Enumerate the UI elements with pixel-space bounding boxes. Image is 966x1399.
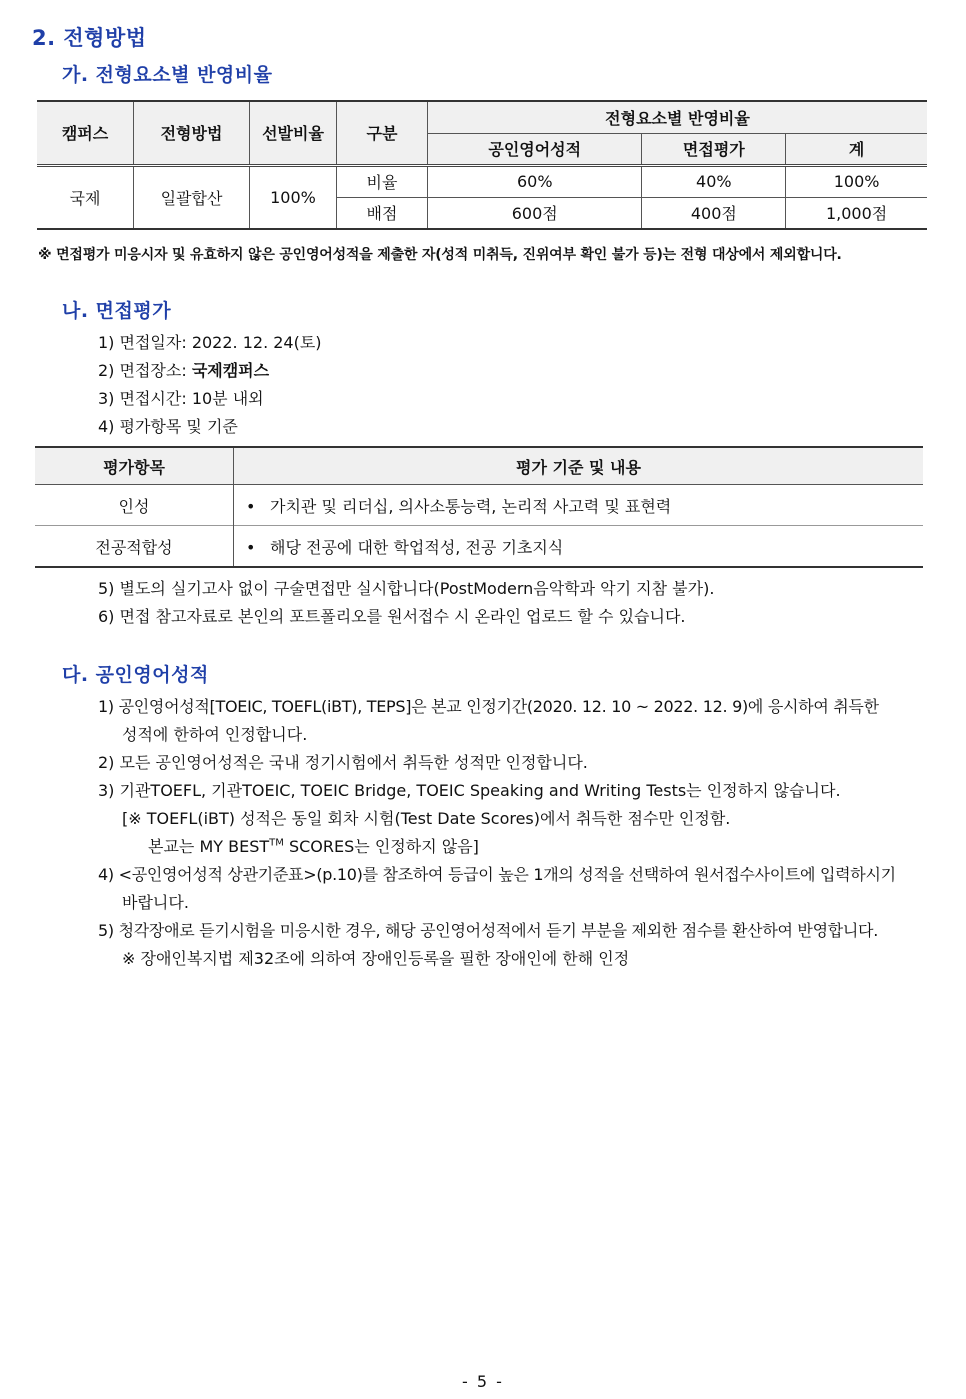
mybest-post: SCORES는 인정하지 않음] xyxy=(283,837,479,856)
eval-desc-text: 가치관 및 리더십, 의사소통능력, 논리적 사고력 및 표현력 xyxy=(270,496,672,516)
english-line-5: 5) 청각장애로 듣기시험을 미응시한 경우, 해당 공인영어성적에서 듣기 부분을 제외한 점수를 환산하여 반영합니다. xyxy=(98,921,879,940)
bullet-icon: • xyxy=(246,537,256,557)
subsection-c-title: 다. 공인영어성적 xyxy=(62,664,209,686)
interview-place-value: 국제캠퍼스 xyxy=(191,361,270,380)
interview-time-value: 10분 내외 xyxy=(191,389,264,408)
evaluation-criteria-label: 4) 평가항목 및 기준 xyxy=(98,417,238,436)
english-line-3-note: [※ TOEFL(iBT) 성적은 동일 회차 시험(Test Date Scores)에서 취득한 점수만 인정함. xyxy=(122,809,731,828)
interview-place-label: 2) 면접장소: xyxy=(98,361,192,380)
section-title: 2. 전형방법 xyxy=(32,26,147,50)
interview-note-6: 6) 면접 참고자료로 본인의 포트폴리오를 원서접수 시 온라인 업로드 할 수 있습니다. xyxy=(98,607,686,626)
header-group: 전형요소별 반영비율 xyxy=(428,101,928,133)
eval-item: 전공적합성 xyxy=(35,526,234,568)
header-eval-desc: 평가 기준 및 내용 xyxy=(234,447,924,485)
interview-place xyxy=(98,358,269,381)
interview-date-value: 2022. 12. 24(토) xyxy=(191,333,322,352)
header-total: 계 xyxy=(786,133,927,165)
cell-row-label: 비율 xyxy=(337,165,428,197)
evaluation-criteria-heading xyxy=(98,414,238,437)
interview-time xyxy=(98,386,264,409)
cell-total: 100% xyxy=(786,165,927,197)
eval-desc xyxy=(234,526,924,568)
cell-ratio: 100% xyxy=(250,165,337,229)
evaluation-table xyxy=(35,446,923,568)
header-eval-item: 평가항목 xyxy=(35,447,234,485)
bullet-icon: • xyxy=(246,496,256,516)
interview-note-5: 5) 별도의 실기고사 없이 구술면접만 실시합니다(PostModern음악학과 악기 지참 불가). xyxy=(98,579,715,598)
english-line-1b: 성적에 한하여 인정합니다. xyxy=(122,725,308,744)
header-interview: 면접평가 xyxy=(642,133,786,165)
header-method: 전형방법 xyxy=(134,101,250,165)
header-english: 공인영어성적 xyxy=(428,133,642,165)
header-ratio: 선발비율 xyxy=(250,101,337,165)
subsection-b-title: 나. 면접평가 xyxy=(62,300,172,322)
english-line-3: 3) 기관TOEFL, 기관TOEIC, TOEIC Bridge, TOEIC Speaking and Writing Tests는 인정하지 않습니다. xyxy=(98,781,841,800)
cell-english: 60% xyxy=(428,165,642,197)
cell-method: 일괄합산 xyxy=(134,165,250,229)
cell-campus: 국제 xyxy=(37,165,134,229)
subsection-a-title: 가. 전형요소별 반영비율 xyxy=(62,64,273,86)
cell-interview: 400점 xyxy=(642,197,786,229)
english-line-4: 4) <공인영어성적 상관기준표>(p.10)를 참조하여 등급이 높은 1개의 성적을 선택하여 원서접수사이트에 입력하시기 xyxy=(98,865,896,884)
interview-time-label: 3) 면접시간: xyxy=(98,389,192,408)
header-campus: 캠퍼스 xyxy=(37,101,134,165)
header-category: 구분 xyxy=(337,101,428,165)
cell-english: 600점 xyxy=(428,197,642,229)
page-number: - 5 - xyxy=(462,1372,504,1391)
ratio-table xyxy=(37,100,927,230)
english-line-1: 1) 공인영어성적[TOEIC, TOEFL(iBT), TEPS]은 본교 인정기간(2020. 12. 10 ~ 2022. 12. 9)에 응시하여 취득한 xyxy=(98,697,879,716)
eval-item: 인성 xyxy=(35,485,234,526)
cell-total: 1,000점 xyxy=(786,197,927,229)
interview-date-label: 1) 면접일자: xyxy=(98,333,192,352)
english-line-4b: 바랍니다. xyxy=(122,893,189,912)
english-line-2: 2) 모든 공인영어성적은 국내 정기시험에서 취득한 성적만 인정합니다. xyxy=(98,753,588,772)
mybest-tm: TM xyxy=(269,837,284,849)
english-line-5-note: ※ 장애인복지법 제32조에 의하여 장애인등록을 필한 장애인에 한해 인정 xyxy=(122,949,630,968)
cell-interview: 40% xyxy=(642,165,786,197)
english-line-3-mybest xyxy=(148,834,479,857)
interview-date xyxy=(98,330,322,353)
eval-desc-text: 해당 전공에 대한 학업적성, 전공 기초지식 xyxy=(270,537,564,557)
mybest-pre: 본교는 MY BEST xyxy=(148,837,270,856)
cell-row-label: 배점 xyxy=(337,197,428,229)
eval-desc xyxy=(234,485,924,526)
exclusion-note: ※ 면접평가 미응시자 및 유효하지 않은 공인영어성적을 제출한 자(성적 미취득, 진위여부 확인 불가 등)는 전형 대상에서 제외합니다. xyxy=(38,247,842,263)
